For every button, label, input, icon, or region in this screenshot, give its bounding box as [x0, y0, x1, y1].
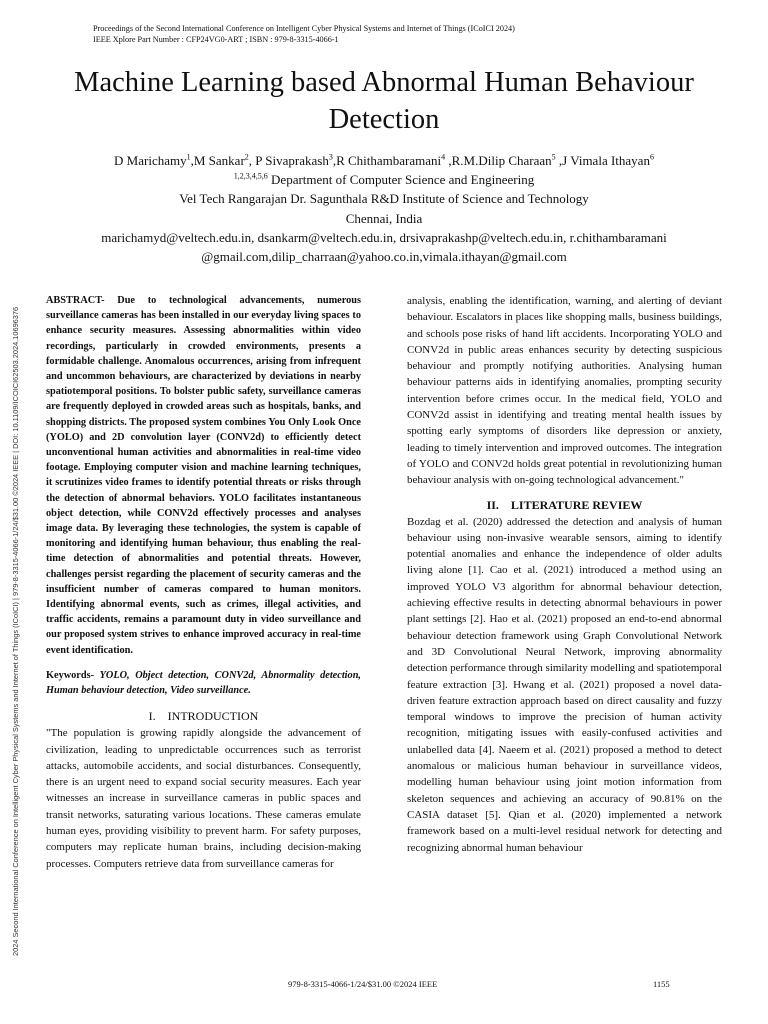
section-title: LITERATURE REVIEW [510, 497, 643, 512]
author-name: ,R.M.Dilip Charaan [445, 153, 552, 168]
department-text: Department of Computer Science and Engineering [267, 172, 535, 188]
conference-line: Proceedings of the Second International Conference on Intelligent Cyber Physical Systems and Internet of Things (ICoICI 2024) [93, 24, 515, 33]
right-column [407, 293, 722, 856]
author-name: D Marichamy [114, 153, 187, 168]
keywords-label: Keywords- [46, 669, 100, 681]
keywords-text: YOLO, Object detection, CONV2d, Abnormality detection, Human behaviour detection, Video surveillance. [46, 669, 361, 697]
introduction-text: "The population is growing rapidly alongside the advancement of civilization, leading to unpredictable occurrences such as terrorist attacks, automobile accidents, and social disturbances. Consequently, there is an urgent need to expand social security measures. Each year witnesses an increase in surveillance cameras in public spaces and transit networks, saturating various locations. These cameras emulate human eyes, providing visibility to prevent harm. For safety purposes, computers may replicate human brains, including decision-making processes. Computers retrieve data from surveillance cameras for [46, 727, 361, 870]
section-number: I. [148, 709, 156, 724]
author-sup: 2 [244, 152, 249, 162]
introduction-heading [46, 707, 361, 725]
conference-header [93, 24, 713, 45]
author-sup: 5 [551, 152, 556, 162]
side-doi-text: 2024 Second International Conference on Intelligent Cyber Physical Systems and Internet of Things (ICoICI) | 979-8-3315-4066-1/24/$31.00 ©2024 IEEE | DOI: 10.1109/ICOICI62503.2024.10696376 [11, 306, 20, 956]
author-sup: 4 [441, 152, 446, 162]
affiliation-sup: 1,2,3,4,5,6 [233, 171, 268, 181]
author-sup: 6 [649, 152, 654, 162]
abstract: ABSTRACT- Due to technological advancements, numerous surveillance cameras has been installed in our everyday living spaces to enhance security measures. Assessing abnormalities within video recordings, particularly in crowded environments, presents a formidable challenge. Anomalous occurrences, arising from infrequent and uncommon behaviours, are characterized by deviations in nearby spatiotemporal positions. To bolster public safety, surveillance cameras are frequently deployed in crowded areas such as hospitals, banks, and shopping districts. The proposed system combines You Only Look Once (YOLO) and 2D convolution layer (CONV2d) to efficiently detect unconventional human activities and abnormalities in real-time video footage. Employing computer vision and machine learning techniques, it scrutinizes video frames to identify potential threats or risks through the detection of abnormal behaviors. YOLO facilitates instantaneous object detection, while CONV2d effectively processes and analyses image data. By leveraging these technologies, the system is capable of monitoring and identifying human behaviour, thus enabling the real-time detection of abnormalities and potential threats. However, challenges persist regarding the placement of security cameras and the insufficient number of cameras compared to human monitors. Identifying abnormal events, such as crimes, illegal activities, and traffic accidents, remains a paramount duty in video surveillance and our proposed system strives to enhance improved accuracy in real-time event identification. [46, 295, 361, 656]
author-sup: 3 [328, 152, 333, 162]
isbn-line: IEEE Xplore Part Number : CFP24VG0-ART ; ISBN : 979-8-3315-4066-1 [93, 34, 339, 44]
affiliation-institute: Vel Tech Rangarajan Dr. Sagunthala R&D Institute of Science and Technology [179, 191, 589, 207]
section-title: INTRODUCTION [167, 709, 259, 724]
literature-review-heading [407, 496, 722, 514]
footer-copyright: 979-8-3315-4066-1/24/$31.00 ©2024 IEEE [288, 979, 438, 989]
keywords [46, 668, 361, 698]
author-name: ,M Sankar [190, 153, 245, 168]
author-emails: marichamyd@veltech.edu.in, dsankarm@veltech.edu.in, drsivaprakashp@veltech.edu.in, r.chithambaramani [101, 229, 667, 245]
author-sup: 1 [186, 152, 191, 162]
page-number: 1155 [653, 979, 670, 989]
section-number: II. [486, 497, 499, 512]
paper-title: Machine Learning based Abnormal Human Behaviour Detection [74, 67, 694, 135]
author-list [40, 151, 728, 170]
affiliation-location: Chennai, India [345, 210, 423, 226]
affiliation-department [40, 170, 728, 189]
introduction-continued: analysis, enabling the identification, warning, and alerting of deviant behaviour. Escalators in places like shopping malls, business buildings, and schools pose risks of hand lift accidents. Incorporating YOLO and CONV2d in public areas enhances security by detecting suspicious behaviour and promptly notifying authorities. Analysing human behaviour patterns aids in identifying anomalies, prompting security intervention before crimes occur. In the medical field, YOLO and CONV2d assist in identifying and treating mental health issues by spotting early symptoms of disorders like depression or anxiety, leading to timely intervention and improved outcomes. The integration of YOLO and CONV2d holds great potential in revolutionizing human behaviour analysis with on-going technological advancement." [407, 295, 722, 487]
author-name: ,J Vimala Ithayan [555, 153, 650, 168]
author-name: , P Sivaprakash [248, 153, 329, 168]
author-name: ,R Chithambaramani [332, 153, 442, 168]
side-doi-note [10, 176, 22, 956]
author-emails-cont: @gmail.com,dilip_charraan@yahoo.co.in,vimala.ithayan@gmail.com [201, 249, 567, 265]
authors-block [40, 151, 728, 266]
literature-review-text: Bozdag et al. (2020) addressed the detection and analysis of human behaviour using non-invasive wearable sensors, aiming to identify potential anomalies and enhance the independence of older adults living alone [1]. Cao et al. (2021) introduced a method using an improved YOLO V3 algorithm for abnormal behaviour detection, achieving effective results in detecting abnormal behaviours in power plant settings [2]. Hao et al. (2021) proposed an end-to-end abnormal behaviour detection framework using Graph Convolutional Network and 3D Convolutional Neural Network, improving abnormality detection performance through similarity modelling and spatiotemporal feature extraction [3]. Hwang et al. (2021) proposed a novel data-driven feature extraction approach based on direct causality and fuzzy temporal windows to improve the precision of human activity recognition, mitigating issues with easily-confused activities and unlabelled data [4]. Naeem et al. (2021) proposed a method to detect anomalous or malicious human behaviour in surveillance videos, modelling human behaviour using joint motion information from skeleton sequences and achieving an accuracy of 90.81% on the CASIA dataset [5]. Qian et al. (2020) implemented a network framework based on a multi-level residual network for detecting and recognizing abnormal human behaviour [407, 515, 722, 854]
left-column [46, 293, 361, 872]
